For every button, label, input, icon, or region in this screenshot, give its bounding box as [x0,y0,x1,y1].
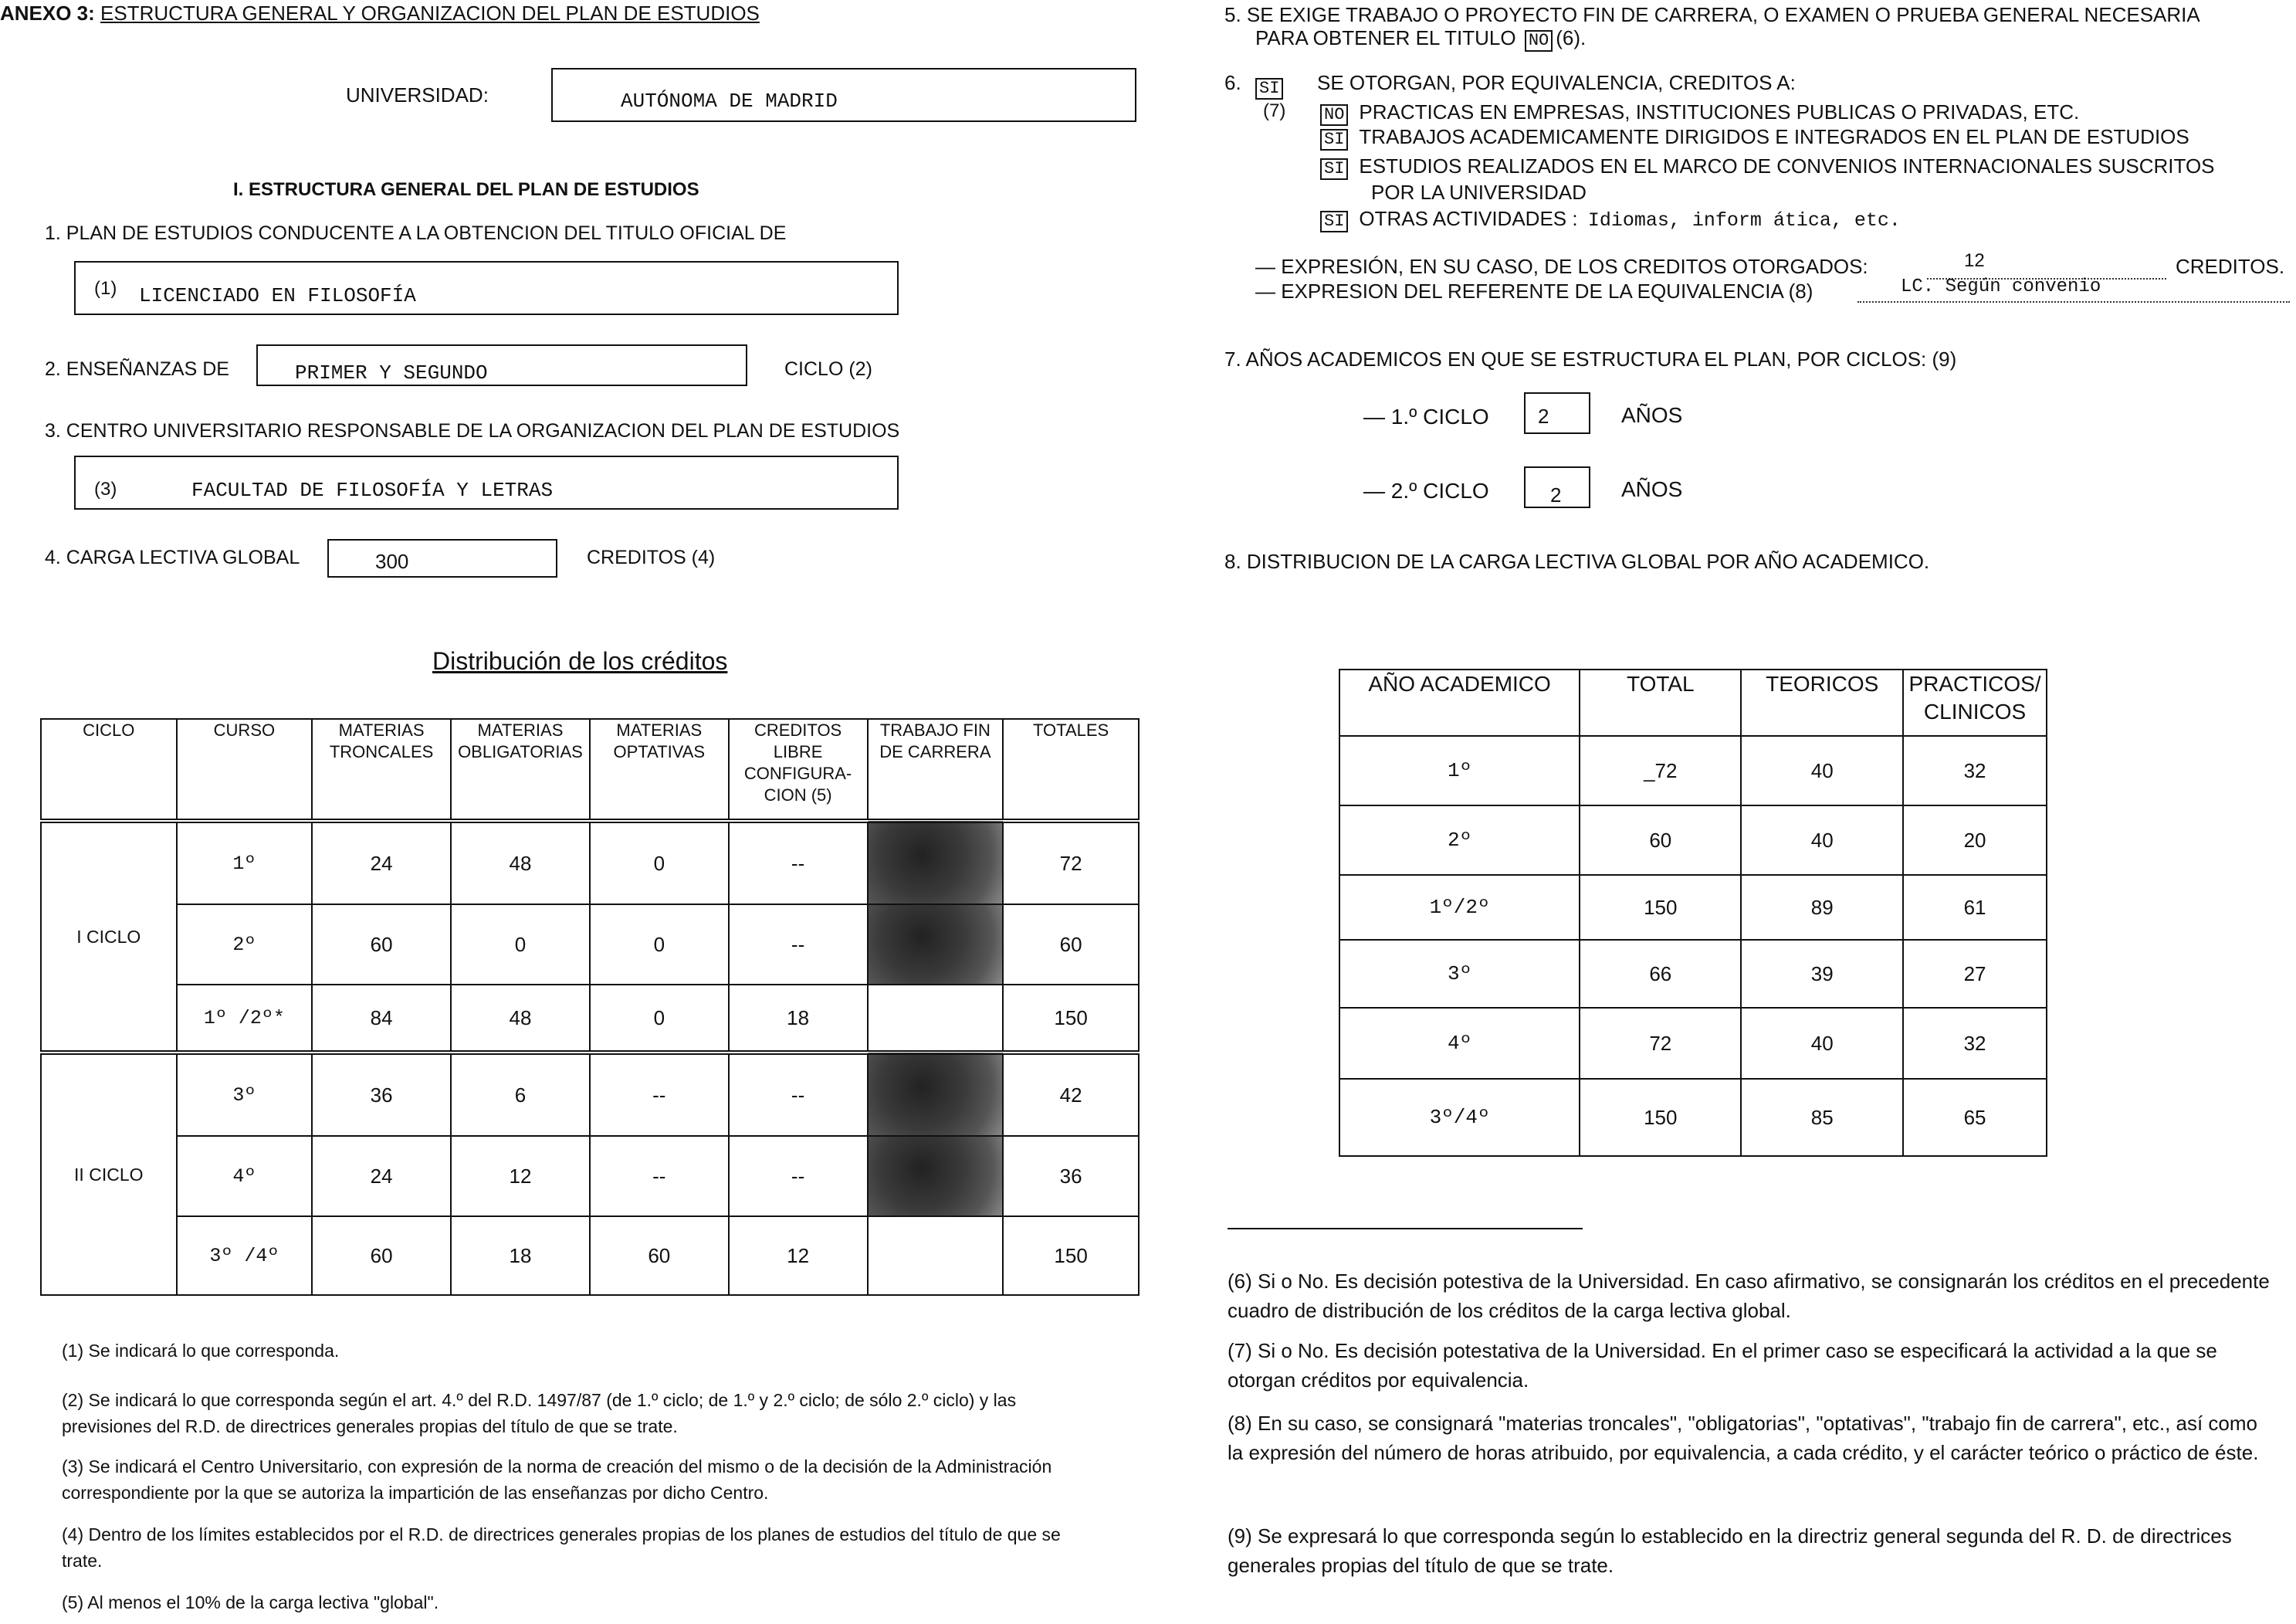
teoricos-cell: 40 [1741,736,1903,805]
section-title: I. ESTRUCTURA GENERAL DEL PLAN DE ESTUDIOS [233,179,699,200]
libre-cell: 18 [729,985,868,1053]
option-box: SI [1320,129,1348,151]
practicos-cell: 32 [1903,736,2047,805]
troncales-cell: 24 [312,821,451,904]
header-practicos: PRACTICOS/ CLINICOS [1903,670,2047,736]
years-table [1339,669,2047,1157]
year-cell: 3º [1339,940,1580,1008]
total-cell: 150 [1580,875,1741,940]
total-cell: 72 [1003,821,1139,904]
item-1-label: 1. PLAN DE ESTUDIOS CONDUCENTE A LA OBTENCION DEL TITULO OFICIAL DE [45,222,787,244]
degree-field [74,261,899,315]
item-6-main-box [1255,76,1294,100]
curso-cell: 2º [177,904,313,985]
total-cell: 72 [1580,1008,1741,1079]
center-field [74,456,899,510]
table-row [1339,1079,2047,1156]
option-box: SI [1320,158,1348,180]
item-5-text: PARA OBTENER EL TITULO [1255,26,1516,49]
shaded-cell [868,1053,1004,1136]
year-cell: 3º/4º [1339,1079,1580,1156]
obligatorias-cell: 12 [451,1136,590,1216]
curso-cell: 3º [177,1053,313,1136]
troncales-cell: 36 [312,1053,451,1136]
header-curso: CURSO [177,719,313,821]
obligatorias-cell: 18 [451,1216,590,1295]
item-2-suffix: CICLO (2) [784,358,872,380]
item-7-label: 7. AÑOS ACADEMICOS EN QUE SE ESTRUCTURA EL PLAN, POR CICLOS: (9) [1224,348,1957,371]
total-cell: 66 [1580,940,1741,1008]
credits-table [40,718,1140,1296]
cycle-2-years-label: — 2.º CICLO [1363,479,1489,503]
cycle-1-years-box [1524,392,1590,434]
shaded-cell [868,904,1004,985]
practicos-cell: 32 [1903,1008,2047,1079]
annex-header [0,2,760,25]
shaded-cell [868,1136,1004,1216]
optativas-cell: -- [590,1136,729,1216]
table-row [1339,1008,2047,1079]
footnote-1: (1) Se indicará lo que corresponda. [62,1341,340,1361]
footnote-5: (5) Al menos el 10% de la carga lectiva "global". [62,1592,439,1612]
option-text: PRACTICAS EN EMPRESAS, INSTITUCIONES PUBLICAS O PRIVADAS, ETC. [1359,100,2080,124]
item-5-ref: (6). [1556,26,1587,49]
university-value: AUTÓNOMA DE MADRID [621,90,838,113]
item-6-text: SE OTORGAN, POR EQUIVALENCIA, CREDITOS A: [1317,71,1796,94]
item-6-option [1320,100,2079,126]
degree-value: LICENCIADO EN FILOSOFÍA [139,284,416,307]
table-row [41,904,1139,985]
practicos-cell: 61 [1903,875,2047,940]
teoricos-cell: 39 [1741,940,1903,1008]
cycle-2-years-box [1524,466,1590,508]
table-row [1339,736,2047,805]
cycles-value: PRIMER Y SEGUNDO [295,361,488,385]
center-ref: (3) [94,479,117,500]
troncales-cell: 60 [312,904,451,985]
total-cell: 60 [1580,805,1741,875]
annex-title: ESTRUCTURA GENERAL Y ORGANIZACION DEL PLAN DE ESTUDIOS [100,2,760,25]
item-5-line2 [1255,26,1586,52]
year-cell: 1º/2º [1339,875,1580,940]
header-obligatorias: MATERIAS OBLIGATORIAS [451,719,590,821]
obligatorias-cell: 48 [451,985,590,1053]
credits-value: 300 [375,550,409,573]
item-4-suffix: CREDITOS (4) [587,547,716,568]
option-text: TRABAJOS ACADEMICAMENTE DIRIGIDOS E INTEGRADOS EN EL PLAN DE ESTUDIOS [1359,125,2189,148]
obligatorias-cell: 48 [451,821,590,904]
header-optativas: MATERIAS OPTATIVAS [590,719,729,821]
practicos-cell: 20 [1903,805,2047,875]
header-troncales: MATERIAS TRONCALES [312,719,451,821]
option-text: OTRAS ACTIVIDADES : [1359,207,1578,230]
footnote-2: (2) Se indicará lo que corresponda según el art. 4.º del R.D. 1497/87 (de 1.º ciclo; de 1.º y 2.º ciclo; de sólo 2.º ciclo) y las previsiones del R.D. de directrices generales propias del título de que se trate. [62,1390,1017,1436]
table-row [41,985,1139,1053]
practicos-cell: 27 [1903,940,2047,1008]
table-row [41,1136,1139,1216]
cycle-2-label: II CICLO [41,1053,177,1295]
footnote-6: (6) Si o No. Es decisión potestiva de la Universidad. En caso afirmativo, se consignarán los créditos en el precedente cuadro de distribución de los créditos de la carga lectiva global. [1228,1270,2270,1322]
center-value: FACULTAD DE FILOSOFÍA Y LETRAS [191,479,554,502]
option-box: SI [1320,211,1348,232]
expr-2-label: — EXPRESION DEL REFERENTE DE LA EQUIVALENCIA (8) [1255,280,1813,303]
item-6-option [1320,125,2189,151]
libre-cell: -- [729,1136,868,1216]
optativas-cell: 0 [590,904,729,985]
teoricos-cell: 40 [1741,805,1903,875]
total-cell: 42 [1003,1053,1139,1136]
cycles-field [256,344,747,386]
item-5-box: NO [1525,30,1553,52]
header-totales: TOTALES [1003,719,1139,821]
header-year: AÑO ACADEMICO [1339,670,1580,736]
distribution-title: Distribución de los créditos [432,647,728,675]
university-field [551,68,1136,122]
total-cell: 150 [1003,1216,1139,1295]
total-cell: 60 [1003,904,1139,985]
item-5-line1: 5. SE EXIGE TRABAJO O PROYECTO FIN DE CARRERA, O EXAMEN O PRUEBA GENERAL NECESARIA [1224,3,2200,26]
annex-label: ANEXO 3: [0,2,95,25]
university-label: UNIVERSIDAD: [346,83,489,107]
optativas-cell: -- [590,1053,729,1136]
year-cell: 2º [1339,805,1580,875]
footnote-4: (4) Dentro de los límites establecidos por el R.D. de directrices generales propias de los planes de estudios del título de que se trate. [62,1524,1061,1571]
teoricos-cell: 89 [1741,875,1903,940]
footnote-9: (9) Se expresará lo que corresponda según lo establecido en la directriz general segunda del R. D. de directrices generales propias del título de que se trate. [1228,1524,2232,1577]
libre-cell: 12 [729,1216,868,1295]
total-cell: 36 [1003,1136,1139,1216]
header-ciclo: CICLO [41,719,177,821]
year-cell: 4º [1339,1008,1580,1079]
libre-cell: -- [729,1053,868,1136]
teoricos-cell: 40 [1741,1008,1903,1079]
cycle-1-label: I CICLO [41,821,177,1053]
item-8-label: 8. DISTRIBUCION DE LA CARGA LECTIVA GLOBAL POR AÑO ACADEMICO. [1224,550,1930,573]
degree-ref: (1) [94,278,117,299]
item-6-num: 6. [1224,71,1241,94]
cycle-2-years-value: 2 [1550,483,1562,507]
header-trabajo-fin: TRABAJO FIN DE CARRERA [868,719,1004,821]
curso-cell: 1º [177,821,313,904]
header-teoricos: TEORICOS [1741,670,1903,736]
option-box: NO [1320,104,1348,126]
footnote-divider [1228,1228,1583,1229]
empty-cell [868,985,1004,1053]
footnote-3: (3) Se indicará el Centro Universitario, con expresión de la norma de creación del mismo o de la decisión de la Administración correspondiente por la que se autoriza la impartición de las enseñanzas por dicho Centro. [62,1456,1052,1503]
libre-cell: -- [729,821,868,904]
cycle-2-years-unit: AÑOS [1621,477,1683,501]
curso-cell: 1º /2º* [177,985,313,1053]
practicos-cell: 65 [1903,1079,2047,1156]
header-libre-configuracion: CREDITOS LIBRE CONFIGURA-CION (5) [729,719,868,821]
troncales-cell: 84 [312,985,451,1053]
expr-2-value: LC. Según convenio [1901,276,2101,297]
expr-1-suffix: CREDITOS. [2176,255,2285,278]
item-6-ref: (7) [1263,100,1286,121]
cycle-1-years-unit: AÑOS [1621,403,1683,427]
item-4-label: 4. CARGA LECTIVA GLOBAL [45,547,300,568]
total-cell: 150 [1580,1079,1741,1156]
table-row [41,1053,1139,1136]
optativas-cell: 60 [590,1216,729,1295]
option-text: ESTUDIOS REALIZADOS EN EL MARCO DE CONVENIOS INTERNACIONALES SUSCRITOS [1359,154,2215,178]
expr-2-line [1857,276,2290,303]
optativas-cell: 0 [590,985,729,1053]
year-cell: 1º [1339,736,1580,805]
troncales-cell: 60 [312,1216,451,1295]
footnote-8: (8) En su caso, se consignará "materias troncales", "obligatorias", "optativas", "trabajo fin de carrera", etc., así como la expresión del número de horas atribuido, por equivalencia, a cada crédito, y el carácter teórico o práctico de éste. [1228,1412,2259,1464]
item-3-label: 3. CENTRO UNIVERSITARIO RESPONSABLE DE LA ORGANIZACION DEL PLAN DE ESTUDIOS [45,420,900,442]
expr-1-label: — EXPRESIÓN, EN SU CASO, DE LOS CREDITOS OTORGADOS: [1255,255,1868,278]
item-6-option [1320,207,1901,232]
header-total: TOTAL [1580,670,1741,736]
table-row [1339,940,2047,1008]
shaded-cell [868,821,1004,904]
libre-cell: -- [729,904,868,985]
item-2-label: 2. ENSEÑANZAS DE [45,358,229,380]
curso-cell: 4º [177,1136,313,1216]
table-row [41,821,1139,904]
optativas-cell: 0 [590,821,729,904]
cycle-1-years-value: 2 [1538,405,1549,428]
credits-field [327,539,557,578]
curso-cell: 3º /4º [177,1216,313,1295]
table-row [41,1216,1139,1295]
obligatorias-cell: 6 [451,1053,590,1136]
troncales-cell: 24 [312,1136,451,1216]
expr-1-value: 12 [1964,250,1985,271]
item-6-option-cont: POR LA UNIVERSIDAD [1371,181,1587,204]
teoricos-cell: 85 [1741,1079,1903,1156]
item-6-option [1320,154,2215,180]
total-cell: 150 [1003,985,1139,1053]
table-row [1339,805,2047,875]
item-6-box: SI [1255,78,1283,100]
cycle-1-years-label: — 1.º CICLO [1363,405,1489,429]
total-cell: _72 [1580,736,1741,805]
other-activities-value: Idiomas, inform ática, etc. [1587,209,1901,232]
table-row [1339,875,2047,940]
obligatorias-cell: 0 [451,904,590,985]
footnote-7: (7) Si o No. Es decisión potestativa de la Universidad. En el primer caso se especificará la actividad a la que se otorgan créditos por equivalencia. [1228,1339,2217,1392]
empty-cell [868,1216,1004,1295]
